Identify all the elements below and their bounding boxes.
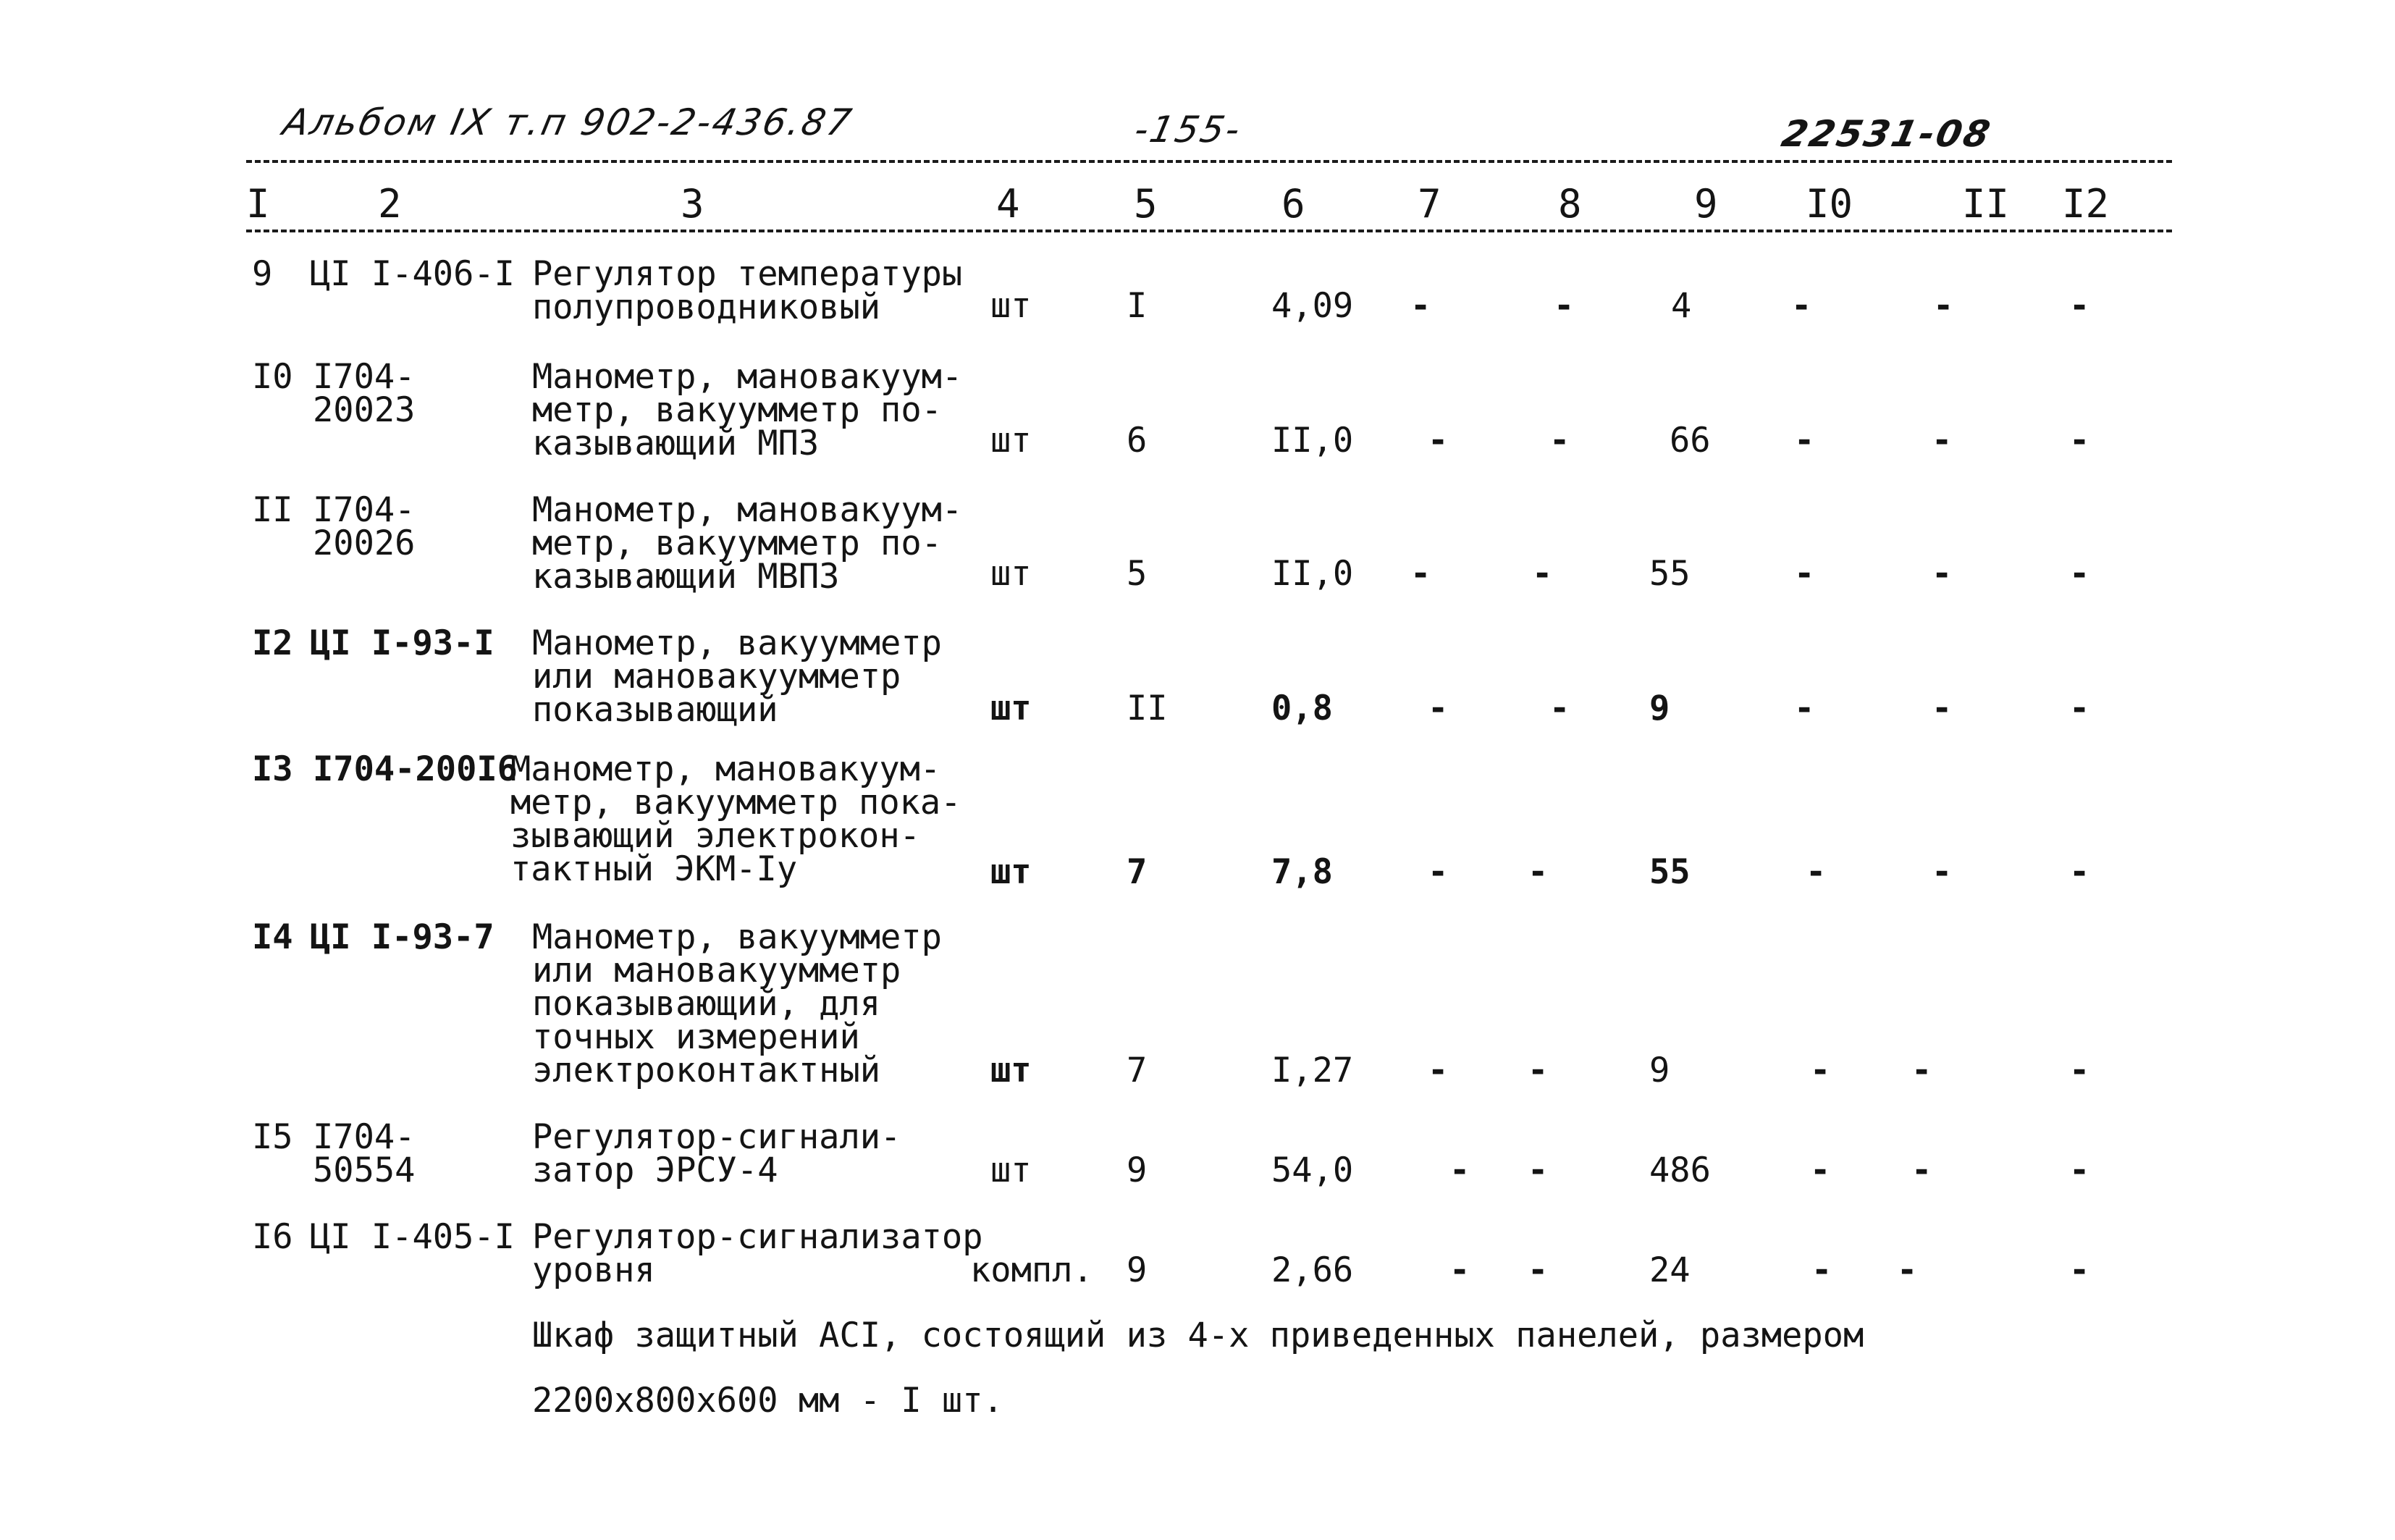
row-col7: - [1428,852,1449,892]
row-qty: I [1127,286,1148,326]
row-qty: 9 [1127,1150,1148,1190]
column-header-divider [246,230,2172,232]
row-number: II [252,490,293,530]
col-6: 6 [1281,181,1305,227]
row-description: Манометр, мановакуум- метр, вакуумметр пока- зывающий электрокон- тактный ЭКМ-Iу [510,749,961,889]
header-divider [246,160,2172,163]
row-description: Регулятор-сигнализатор уровня [532,1217,983,1290]
row-col12: - [2069,286,2090,326]
row-col9: 24 [1649,1250,1691,1290]
row-col7: - [1410,554,1431,594]
col-9: 9 [1694,181,1718,227]
page-number: -155- [1130,109,1246,151]
row-qty: 7 [1127,1051,1148,1090]
row-col8: - [1528,1150,1549,1190]
row-code: ЦI I-406-I [310,254,515,294]
row-number: I2 [252,623,293,663]
row-col9: 55 [1649,852,1691,892]
row-col8: - [1554,286,1575,326]
row-qty: II [1127,689,1168,728]
row-col7: - [1428,1051,1449,1090]
row-code: I704- 50554 [313,1117,416,1190]
row-col7: - [1428,689,1449,728]
col-7: 7 [1418,181,1441,227]
row-number: I0 [252,357,293,397]
row-col11: - [1933,286,1954,326]
row-number: I4 [252,917,293,957]
row-unit: шт [990,554,1032,594]
row-col7: - [1449,1150,1470,1190]
row-col6: 7,8 [1271,852,1333,892]
row-qty: 5 [1127,554,1148,594]
row-col8: - [1528,852,1549,892]
row-col11: - [1932,554,1953,594]
row-col11: - [1911,1150,1932,1190]
row-col6: 54,0 [1271,1150,1354,1190]
row-col11: - [1932,689,1953,728]
row-col8: - [1549,421,1570,460]
col-8: 8 [1558,181,1582,227]
row-col9: 9 [1649,1051,1670,1090]
row-description: Манометр, мановакуум- метр, вакуумметр по- казывающий МПЗ [532,357,963,463]
row-col10: - [1791,286,1812,326]
row-col10: - [1810,1150,1831,1190]
row-col8: - [1528,1051,1549,1090]
col-4: 4 [996,181,1020,227]
row-description: Манометр, мановакуум- метр, вакуумметр по- казывающий МВПЗ [532,490,963,597]
row-col10: - [1810,1051,1831,1090]
row-col6: 0,8 [1271,689,1333,728]
row-code: I704- 20026 [313,490,416,563]
row-col7: - [1449,1250,1470,1290]
row-col6: II,0 [1271,421,1354,460]
row-col9: 66 [1670,421,1711,460]
row-col7: - [1410,286,1431,326]
row-unit: шт [990,421,1032,460]
row-description: Регулятор-сигнали- затор ЭРСУ-4 [532,1117,901,1190]
row-col12: - [2069,421,2090,460]
row-col12: - [2069,1250,2090,1290]
row-unit: шт [990,1150,1032,1190]
col-10: I0 [1806,181,1853,227]
col-5: 5 [1134,181,1158,227]
row-code: I704- 20023 [313,357,416,430]
row-number: 9 [252,254,273,294]
row-unit: компл. [970,1250,1093,1290]
row-description: Манометр, вакуумметр или мановакуумметр показывающий [532,623,942,730]
row-col6: 2,66 [1271,1250,1354,1290]
row-col11: - [1932,852,1953,892]
row-code: ЦI I-93-I [310,623,494,663]
row-col9: 4 [1671,286,1692,326]
row-col10: - [1811,1250,1832,1290]
row-unit: шт [990,689,1032,728]
row-col8: - [1532,554,1553,594]
row-col12: - [2069,554,2090,594]
row-col9: 55 [1649,554,1691,594]
row-col10: - [1794,689,1815,728]
row-col10: - [1806,852,1827,892]
row-unit: шт [990,286,1032,326]
row-description: Регулятор температуры полупроводниковый [532,254,963,327]
col-1: I [246,181,270,227]
row-code: I704-200I6 [313,749,518,789]
row-col11: - [1932,421,1953,460]
row-col11: - [1897,1250,1918,1290]
row-col6: I,27 [1271,1051,1354,1090]
row-col9: 486 [1649,1150,1711,1190]
row-qty: 6 [1127,421,1148,460]
row-number: I5 [252,1117,293,1157]
row-col10: - [1794,554,1815,594]
album-reference: Альбом IX т.п 902-2-436.87 [279,101,857,143]
row-col7: - [1428,421,1449,460]
note-line-1: Шкаф защитный АСI, состоящий из 4-х приведенных панелей, размером [532,1316,1864,1355]
col-11: II [1962,181,2010,227]
row-col12: - [2069,1150,2090,1190]
col-3: 3 [681,181,704,227]
row-col6: 4,09 [1271,286,1354,326]
col-12: I2 [2062,181,2110,227]
row-col11: - [1911,1051,1932,1090]
row-code: ЦI I-405-I [310,1217,515,1257]
row-col6: II,0 [1271,554,1354,594]
row-number: I6 [252,1217,293,1257]
row-unit: шт [990,852,1032,892]
row-col12: - [2069,689,2090,728]
col-2: 2 [378,181,402,227]
document-code: 22531-08 [1777,113,1996,155]
row-code: ЦI I-93-7 [310,917,494,957]
row-col9: 9 [1649,689,1670,728]
note-line-2: 2200х800х600 мм - I шт. [532,1381,1003,1421]
row-col12: - [2069,1051,2090,1090]
row-qty: 7 [1127,852,1148,892]
row-col12: - [2069,852,2090,892]
row-col10: - [1794,421,1815,460]
row-qty: 9 [1127,1250,1148,1290]
row-col8: - [1549,689,1570,728]
row-col8: - [1528,1250,1549,1290]
row-description: Манометр, вакуумметр или мановакуумметр показывающий, для точных измерений электроконтактный [532,917,942,1090]
row-unit: шт [990,1051,1032,1090]
row-number: I3 [252,749,293,789]
